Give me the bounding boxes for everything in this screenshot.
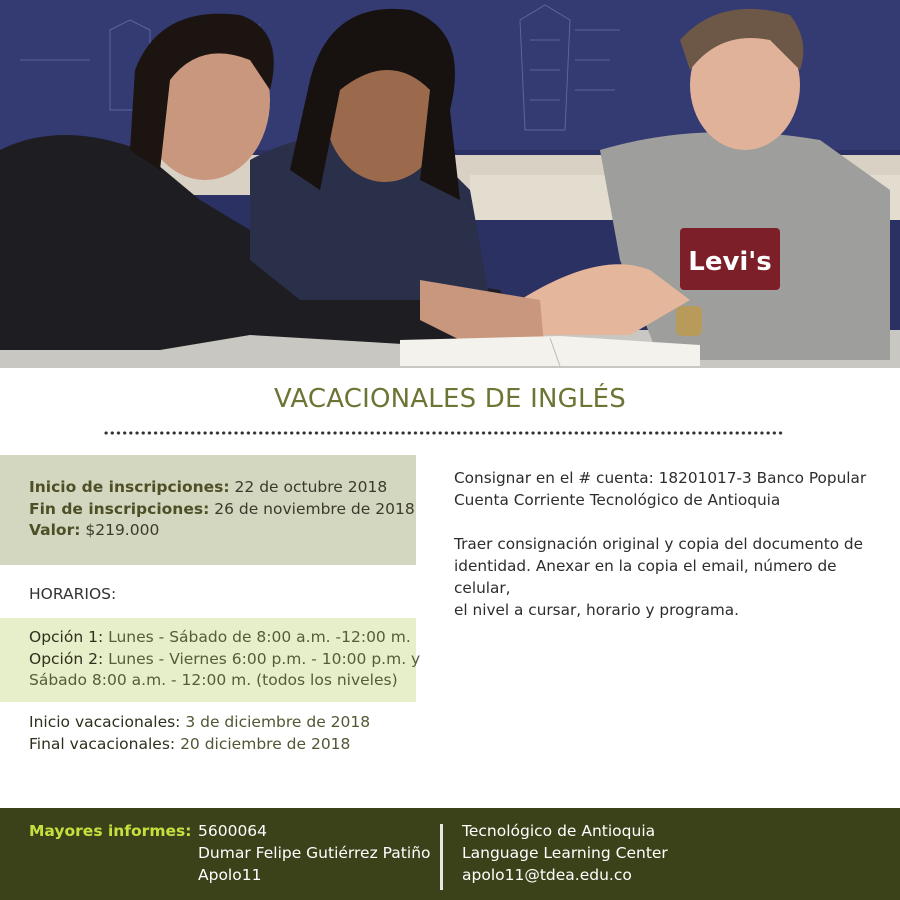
option-1 — [29, 627, 416, 649]
course-end-label: Final vacacionales: — [29, 734, 176, 753]
registration-end — [29, 499, 416, 521]
option-2-label: Opción 2: — [29, 649, 104, 668]
registration-start-value: 22 de octubre 2018 — [234, 478, 388, 496]
course-start-value: 3 de diciembre de 2018 — [185, 713, 371, 731]
page-title: VACACIONALES DE INGLÉS — [274, 384, 626, 414]
registration-end-value: 26 de noviembre de 2018 — [214, 499, 415, 518]
requirements-info — [454, 533, 884, 621]
footer-divider — [440, 824, 443, 890]
contact-details — [198, 820, 431, 886]
account-line-1: Consignar en el # cuenta: 18201017-3 Banco Popular — [454, 469, 867, 487]
registration-start — [29, 477, 416, 499]
course-dates — [29, 712, 370, 755]
account-line-2: Cuenta Corriente Tecnológico de Antioquia — [454, 491, 781, 509]
price — [29, 520, 416, 542]
contact-office: Apolo11 — [198, 866, 262, 884]
requirements-line-2: identidad. Anexar en la copia el email, número de celular, — [454, 557, 837, 597]
contact-phone: 5600064 — [198, 822, 268, 840]
requirements-line-3: el nivel a cursar, horario y programa. — [454, 601, 739, 619]
institution-name: Tecnológico de Antioquia — [462, 822, 656, 840]
course-end-value: 20 diciembre de 2018 — [180, 734, 351, 753]
contact-email[interactable]: apolo11@tdea.edu.co — [462, 866, 632, 884]
students-photo-illustration — [0, 0, 900, 368]
institution-details — [462, 820, 668, 886]
price-value: $219.000 — [85, 521, 160, 539]
footer — [0, 808, 900, 900]
institution-unit: Language Learning Center — [462, 844, 668, 862]
price-label: Valor: — [29, 521, 81, 539]
option-1-label: Opción 1: — [29, 628, 104, 646]
payment-instructions — [454, 467, 884, 621]
option-2-value: Lunes - Viernes 6:00 p.m. - 10:00 p.m. y — [108, 649, 421, 668]
shirt-logo: Levi's — [688, 247, 772, 277]
course-start-label: Inicio vacacionales: — [29, 713, 181, 731]
account-info — [454, 467, 884, 511]
registration-start-label: Inicio de inscripciones: — [29, 478, 230, 496]
more-info-label: Mayores informes: — [29, 822, 192, 840]
contact-name: Dumar Felipe Gutiérrez Patiño — [198, 844, 431, 862]
schedules-heading: HORARIOS: — [29, 585, 117, 603]
option-2 — [29, 649, 421, 671]
option-1-value: Lunes - Sábado de 8:00 a.m. -12:00 m. — [108, 628, 411, 646]
dotted-divider — [103, 430, 785, 436]
course-end — [29, 734, 370, 756]
schedule-options-box — [0, 618, 421, 702]
course-start — [29, 712, 370, 734]
registration-end-label: Fin de inscripciones: — [29, 499, 210, 518]
header-photo — [0, 0, 900, 368]
registration-info-box — [0, 455, 416, 565]
requirements-line-1: Traer consignación original y copia del documento de — [454, 535, 864, 553]
option-2-continued: Sábado 8:00 a.m. - 12:00 m. (todos los niveles) — [29, 671, 398, 689]
